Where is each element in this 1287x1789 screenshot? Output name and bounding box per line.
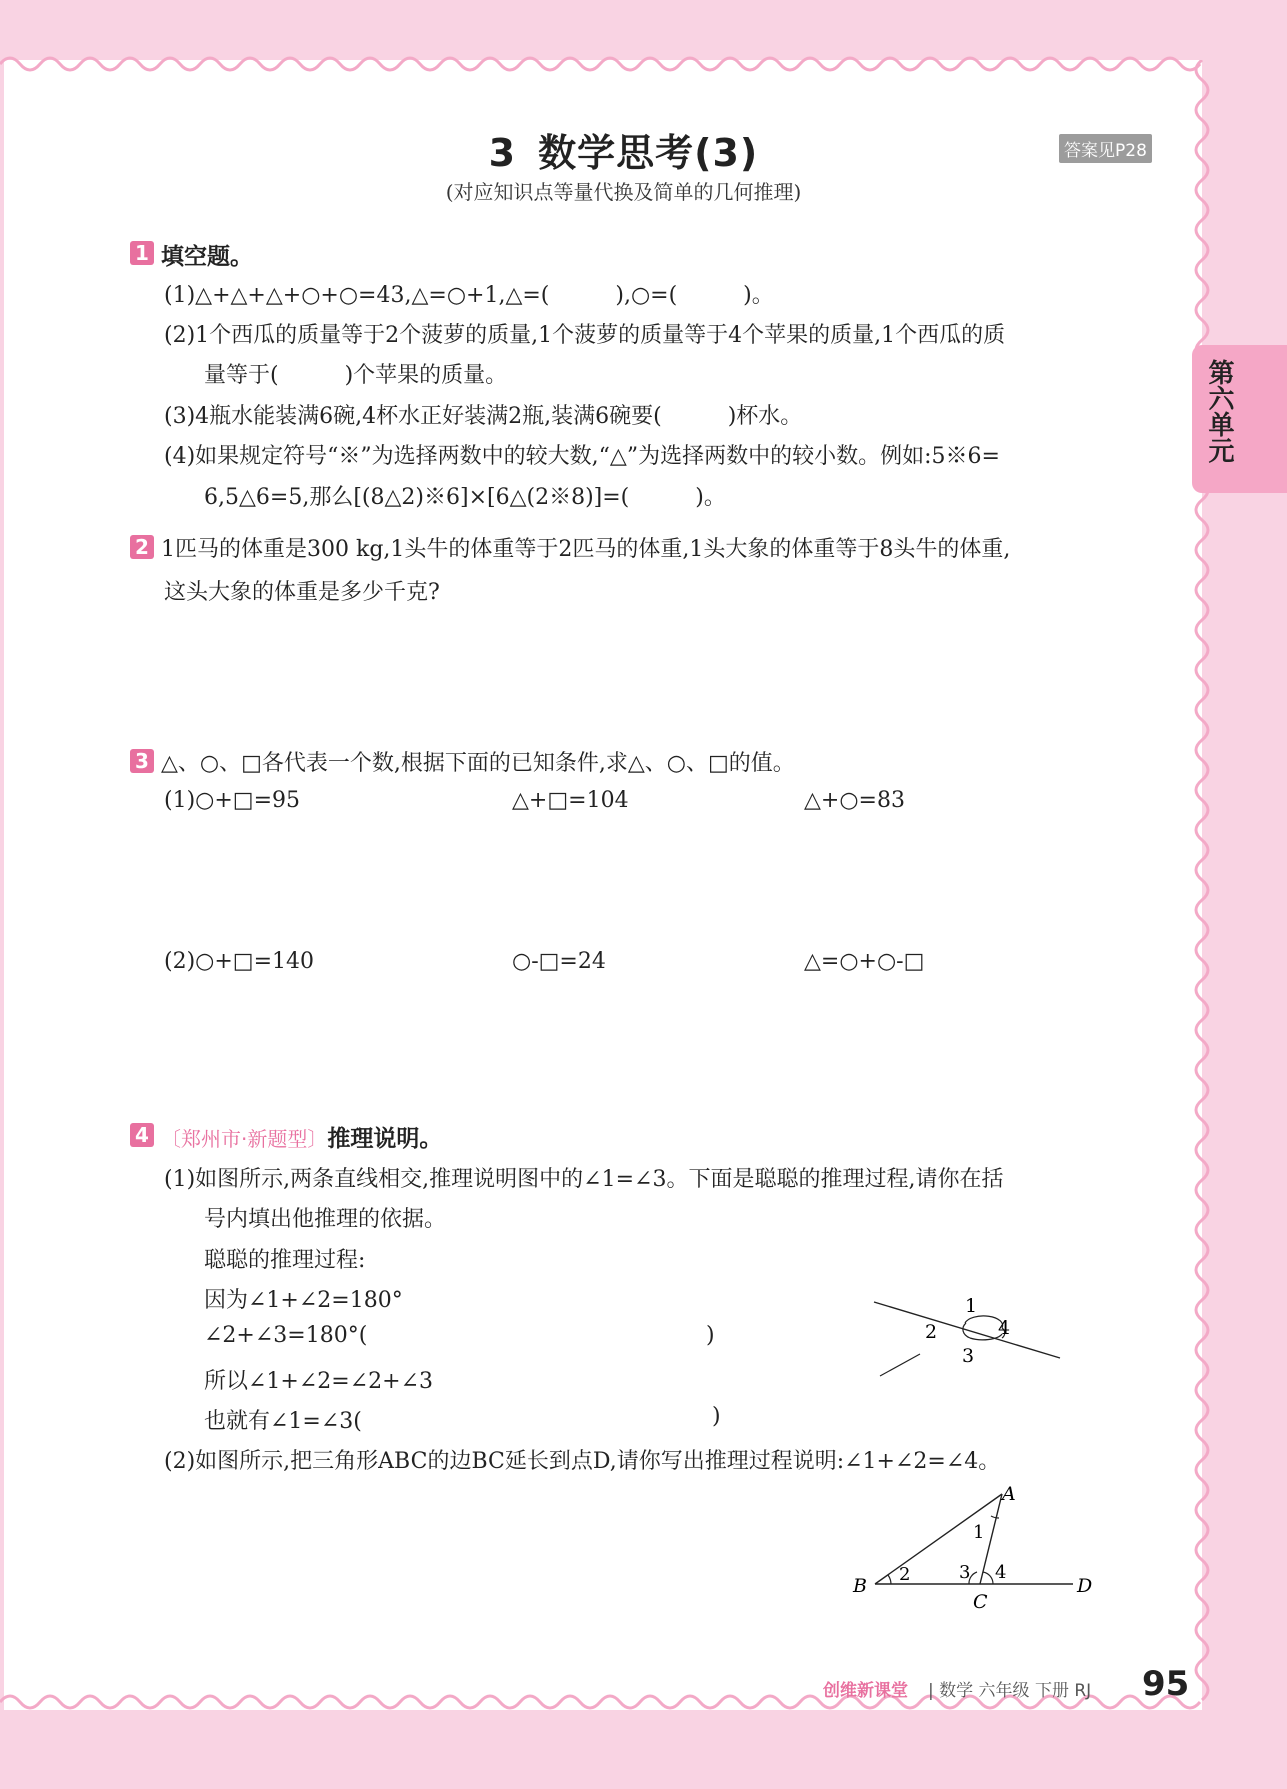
reasoning-step-2: ∠2+∠3=180°(	[204, 1323, 368, 1348]
q1-line-4: (3)4瓶水能装满6碗,4杯水正好装满2瓶,装满6碗要( )杯水。	[164, 404, 803, 429]
fig1-label-1: 1	[965, 1295, 978, 1317]
question-1-number: 1	[130, 241, 154, 265]
reasoning-step-2-close-paren: )	[706, 1323, 715, 1348]
question-4-heading: 推理说明。	[327, 1126, 443, 1152]
question-1-heading: 填空题。	[161, 244, 253, 270]
title-text: 数学思考(3)	[538, 131, 759, 175]
fig1-label-4: 4	[998, 1317, 1011, 1339]
footer-book-info: | 数学 六年级 下册 RJ	[928, 1681, 1092, 1701]
angle-1-arc	[991, 1516, 999, 1518]
vertex-b-label: B	[853, 1575, 867, 1597]
q1-line-2: (2)1个西瓜的质量等于2个菠萝的质量,1个菠萝的质量等于4个苹果的质量,1个西瓜的质	[164, 323, 1006, 348]
unit-tab-label: 第六单元	[1204, 359, 1234, 463]
q3-part2-eq3: △=○+○-□	[804, 949, 925, 974]
q2-line-2: 这头大象的体重是多少千克?	[164, 580, 440, 605]
q1-line-5: (4)如果规定符号“※”为选择两数中的较大数,“△”为选择两数中的较小数。例如:5※6=	[164, 444, 1000, 469]
line-2	[880, 1354, 920, 1376]
question-4-heading-line	[161, 1120, 442, 1153]
question-4-number: 4	[130, 1123, 154, 1147]
reasoning-step-4: 也就有∠1=∠3(	[204, 1409, 362, 1434]
q3-part2-eq2: ○-□=24	[512, 949, 606, 974]
top-wave-border	[0, 46, 1287, 76]
angle-1-arc	[965, 1316, 1003, 1328]
reasoning-title: 聪聪的推理过程:	[204, 1248, 366, 1273]
q4-p1-line-2: 号内填出他推理的依据。	[204, 1207, 447, 1232]
angle-4-arc	[983, 1572, 993, 1584]
triangle-abc-figure	[845, 1480, 1110, 1615]
q3-part1-eq2: △+□=104	[512, 788, 629, 813]
q1-line-1: (1)△+△+△+○+○=43,△=○+1,△=( ),○=( )。	[164, 283, 774, 308]
question-3-number: 3	[130, 749, 154, 773]
fig2-angle-2-label: 2	[899, 1564, 911, 1585]
page-subtitle: (对应知识点等量代换及简单的几何推理)	[445, 180, 802, 204]
footer-brand: 创维新课堂	[823, 1681, 908, 1701]
answer-reference-badge: 答案见P28	[1059, 134, 1152, 163]
q1-line-3: 量等于( )个苹果的质量。	[204, 363, 508, 388]
page-number: 95	[1142, 1664, 1190, 1704]
title-number: 3	[488, 131, 517, 175]
reasoning-step-4-close-paren: )	[712, 1404, 721, 1429]
q4-p1-line-1: (1)如图所示,两条直线相交,推理说明图中的∠1=∠3。下面是聪聪的推理过程,请你在括	[164, 1167, 1004, 1192]
fig2-angle-1-label: 1	[973, 1522, 985, 1543]
vertex-a-label: A	[1002, 1483, 1016, 1505]
vertex-c-label: C	[973, 1591, 988, 1613]
q2-line-1: 1匹马的体重是300 kg,1头牛的体重等于2匹马的体重,1头大象的体重等于8头牛的体重,	[161, 537, 1011, 562]
fig2-angle-3-label: 3	[959, 1562, 971, 1583]
fig2-angle-4-label: 4	[995, 1562, 1007, 1583]
intersecting-lines-figure	[870, 1290, 1070, 1380]
vertex-d-label: D	[1077, 1575, 1093, 1597]
q4-p2-line: (2)如图所示,把三角形ABC的边BC延长到点D,请你写出推理过程说明:∠1+∠2=∠4。	[164, 1449, 1001, 1474]
bottom-wave-border	[0, 1690, 1287, 1720]
q3-part2-eq1: (2)○+□=140	[164, 949, 315, 974]
reasoning-step-3: 所以∠1+∠2=∠2+∠3	[204, 1369, 434, 1394]
fig1-label-3: 3	[962, 1345, 975, 1367]
page-title	[489, 122, 759, 177]
right-wave-border	[1190, 60, 1220, 1710]
fig1-label-2: 2	[925, 1321, 938, 1343]
question-4-source-tag: 〔郑州市·新题型〕	[161, 1127, 328, 1151]
reasoning-step-1: 因为∠1+∠2=180°	[204, 1288, 403, 1313]
unit-side-tab	[1192, 345, 1287, 493]
q3-part1-eq3: △+○=83	[804, 788, 905, 813]
question-3-heading: △、○、□各代表一个数,根据下面的已知条件,求△、○、□的值。	[161, 751, 795, 776]
question-2-number: 2	[130, 535, 154, 559]
q1-line-6: 6,5△6=5,那么[(8△2)※6]×[6△(2※8)]=( )。	[204, 485, 726, 510]
q3-part1-eq1: (1)○+□=95	[164, 788, 301, 813]
angle-2-arc	[888, 1575, 891, 1584]
